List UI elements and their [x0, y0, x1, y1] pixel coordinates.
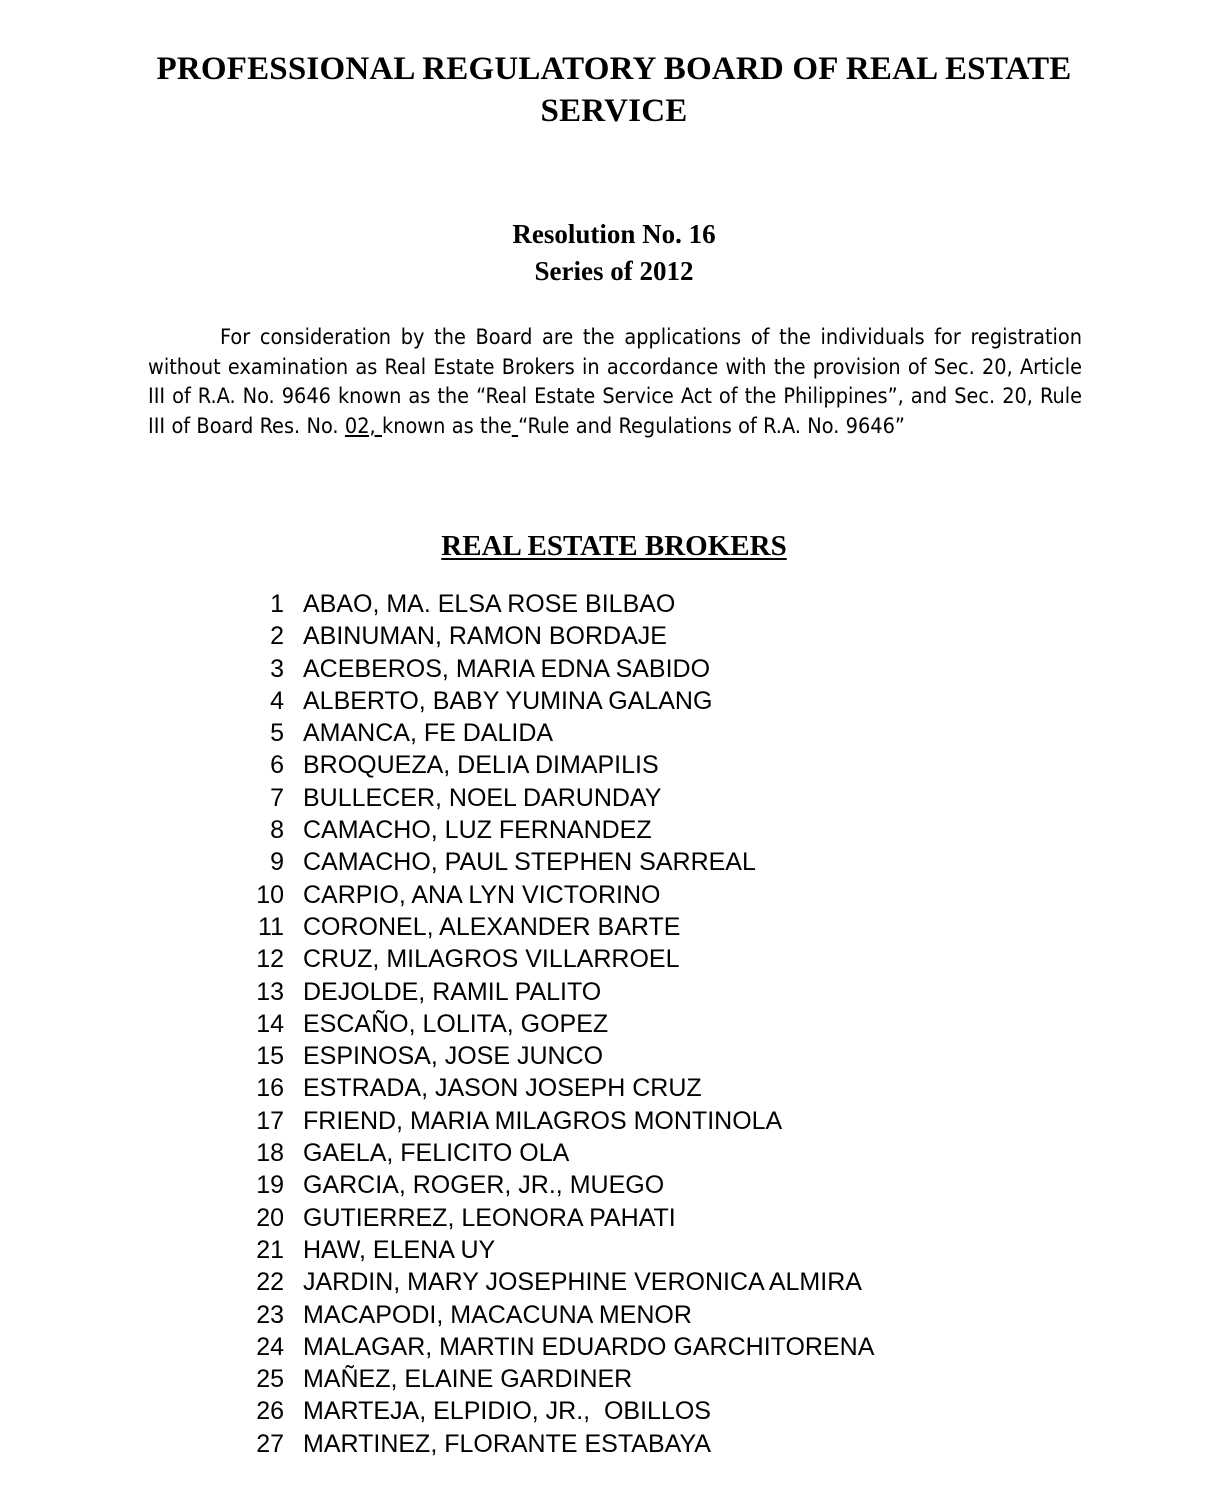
broker-name: BROQUEZA, DELIA DIMAPILIS — [303, 751, 659, 780]
broker-number: 21 — [256, 1235, 284, 1264]
list-item — [148, 620, 1088, 652]
broker-name: ALBERTO, BABY YUMINA GALANG — [303, 686, 713, 715]
resolution-number: Resolution No. 16 — [512, 219, 716, 249]
broker-number: 16 — [256, 1074, 284, 1103]
broker-number: 12 — [256, 945, 284, 974]
broker-name: CRUZ, MILAGROS VILLARROEL — [303, 945, 680, 974]
broker-number: 22 — [256, 1268, 284, 1297]
broker-name: CAMACHO, PAUL STEPHEN SARREAL — [303, 848, 756, 877]
broker-number: 6 — [270, 751, 284, 780]
broker-name: GARCIA, ROGER, JR., MUEGO — [303, 1171, 665, 1200]
broker-name: MACAPODI, MACACUNA MENOR — [303, 1300, 692, 1329]
list-item — [148, 1363, 1088, 1395]
list-item — [148, 653, 1088, 685]
list-item — [148, 588, 1088, 620]
broker-name: MAÑEZ, ELAINE GARDINER — [303, 1365, 633, 1394]
section-heading-label: REAL ESTATE BROKERS — [441, 530, 787, 562]
list-item — [148, 814, 1088, 846]
list-item — [148, 1169, 1088, 1201]
broker-name: CARPIO, ANA LYN VICTORINO — [303, 880, 661, 909]
broker-name: JARDIN, MARY JOSEPHINE VERONICA ALMIRA — [303, 1268, 862, 1297]
broker-name: MALAGAR, MARTIN EDUARDO GARCHITORENA — [303, 1332, 875, 1361]
broker-number: 15 — [256, 1042, 284, 1071]
broker-number: 7 — [270, 783, 284, 812]
broker-name: AMANCA, FE DALIDA — [303, 719, 554, 748]
resolution-series: Series of 2012 — [534, 256, 694, 286]
paragraph-text-part3: “Rule and Regulations of R.A. No. 9646” — [518, 413, 905, 439]
body-paragraph — [148, 323, 1082, 441]
list-item — [148, 846, 1088, 878]
list-item — [148, 782, 1088, 814]
broker-name: GAELA, FELICITO OLA — [303, 1139, 570, 1168]
broker-number: 20 — [256, 1203, 284, 1232]
list-item — [148, 717, 1088, 749]
list-item — [148, 1105, 1088, 1137]
broker-number: 26 — [256, 1397, 284, 1426]
broker-name: ESPINOSA, JOSE JUNCO — [303, 1042, 604, 1071]
broker-number: 11 — [258, 912, 284, 941]
broker-number: 13 — [256, 977, 284, 1006]
broker-number: 19 — [256, 1171, 284, 1200]
list-item — [148, 879, 1088, 911]
paragraph-underlined-resolution-no: 02, — [344, 413, 382, 439]
broker-number: 23 — [256, 1300, 284, 1329]
list-item — [148, 1072, 1088, 1104]
list-item — [148, 1331, 1088, 1363]
broker-number: 10 — [256, 880, 284, 909]
broker-name: CAMACHO, LUZ FERNANDEZ — [303, 816, 652, 845]
broker-number: 24 — [256, 1332, 284, 1361]
list-item — [148, 685, 1088, 717]
broker-name: DEJOLDE, RAMIL PALITO — [303, 977, 602, 1006]
broker-list — [148, 588, 1088, 1460]
broker-number: 8 — [270, 816, 284, 845]
list-item — [148, 1202, 1088, 1234]
list-item — [148, 1234, 1088, 1266]
broker-name: GUTIERREZ, LEONORA PAHATI — [303, 1203, 676, 1232]
broker-number: 2 — [270, 622, 284, 651]
list-item — [148, 749, 1088, 781]
list-item — [148, 943, 1088, 975]
broker-name: CORONEL, ALEXANDER BARTE — [303, 912, 681, 941]
broker-name: ESTRADA, JASON JOSEPH CRUZ — [303, 1074, 702, 1103]
broker-number: 5 — [270, 719, 284, 748]
broker-name: HAW, ELENA UY — [303, 1235, 496, 1264]
broker-name: FRIEND, MARIA MILAGROS MONTINOLA — [303, 1106, 783, 1135]
broker-number: 9 — [270, 848, 284, 877]
broker-number: 14 — [256, 1009, 284, 1038]
broker-number: 18 — [256, 1139, 284, 1168]
list-item — [148, 1428, 1088, 1460]
page-title: PROFESSIONAL REGULATORY BOARD OF REAL ESTATE SERVICE — [156, 51, 1072, 129]
list-item — [148, 1137, 1088, 1169]
broker-number: 27 — [256, 1429, 284, 1458]
list-item — [148, 911, 1088, 943]
broker-name: ESCAÑO, LOLITA, GOPEZ — [303, 1009, 609, 1038]
broker-number: 25 — [256, 1365, 284, 1394]
broker-name: BULLECER, NOEL DARUNDAY — [303, 783, 662, 812]
broker-number: 4 — [270, 686, 284, 715]
section-heading — [148, 528, 1080, 564]
broker-name: ABAO, MA. ELSA ROSE BILBAO — [303, 590, 676, 618]
paragraph-text-part1: For consideration by the Board are the applications of the individuals for registration without examination as Real Estate Brokers in accordance with the provision of Sec. 20, Article III of R.A. No. 9646 known as the “Real Estate Service Act of the Philippines”, and Sec. 20, Rule III of Board Res. No. — [148, 325, 1082, 439]
list-item — [148, 1266, 1088, 1298]
broker-name: MARTEJA, ELPIDIO, JR., OBILLOS — [303, 1397, 711, 1426]
list-item — [148, 1040, 1088, 1072]
paragraph-text-part2: known as the — [382, 413, 512, 439]
list-item — [148, 1395, 1088, 1427]
list-item — [148, 1299, 1088, 1331]
broker-name: ACEBEROS, MARIA EDNA SABIDO — [303, 654, 711, 683]
broker-name: ABINUMAN, RAMON BORDAJE — [303, 622, 667, 651]
list-item — [148, 1008, 1088, 1040]
list-item — [148, 976, 1088, 1008]
broker-number: 1 — [270, 590, 284, 618]
broker-name: MARTINEZ, FLORANTE ESTABAYA — [303, 1429, 711, 1458]
broker-number: 3 — [270, 654, 284, 683]
resolution-heading — [148, 216, 1080, 290]
broker-number: 17 — [256, 1106, 284, 1135]
